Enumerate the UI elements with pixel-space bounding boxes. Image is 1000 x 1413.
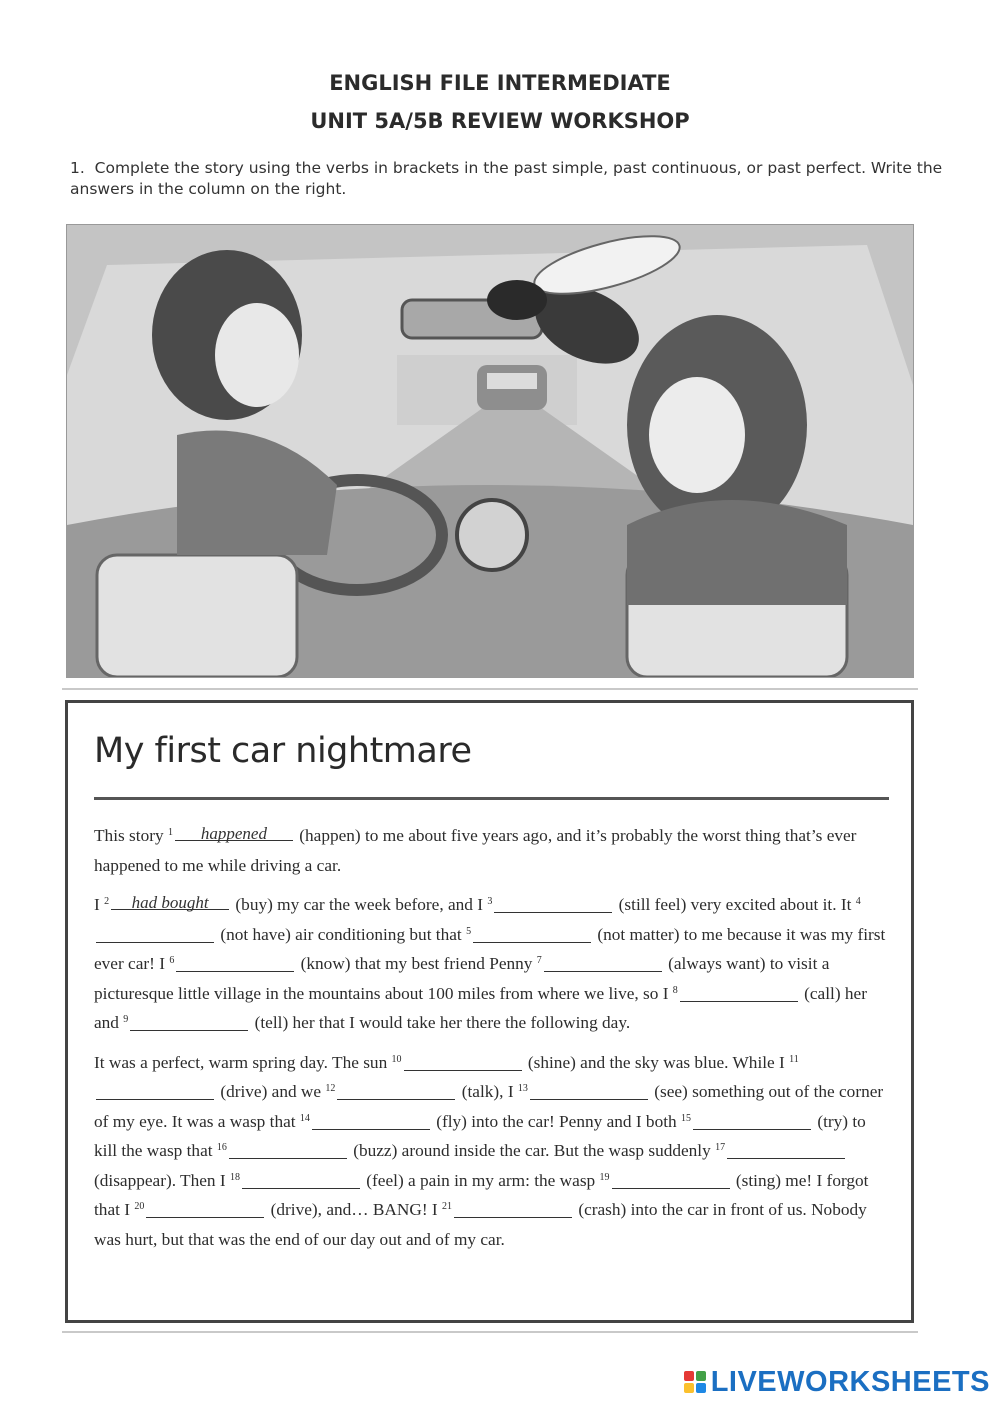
- story-text-segment: (drive), and… BANG! I: [270, 1200, 438, 1219]
- story-text-segment: I: [94, 895, 100, 914]
- gap-number: 14: [299, 1112, 310, 1124]
- illustration-svg: [67, 225, 913, 677]
- story-text-segment: (crash) into the car in front of us. Nobody was hurt, but that was the end of our day out and of my car.: [94, 1200, 867, 1249]
- story-text-segment: (always want) to visit a picturesque little village in the mountains about 100 miles from where we live, so I: [94, 954, 830, 1003]
- gap-number: 17: [715, 1142, 726, 1153]
- worksheet-header: [0, 64, 1000, 140]
- answer-gap-20[interactable]: [146, 1201, 264, 1218]
- story-paragraph-3: [94, 1048, 892, 1255]
- logo-squares-icon: [684, 1371, 706, 1393]
- answer-gap-8[interactable]: [680, 985, 798, 1002]
- exercise-number: 1.: [70, 159, 85, 177]
- gap-number: 12: [325, 1083, 336, 1094]
- gap-number: 10: [391, 1053, 402, 1065]
- gap-number: 7: [536, 955, 542, 966]
- answer-gap-10[interactable]: [404, 1054, 522, 1071]
- story-frame: [65, 700, 914, 1323]
- story-box: [62, 688, 918, 1333]
- story-text-segment: (not matter) to me because it was my first ever car! I: [94, 924, 886, 973]
- gap-number: 6: [169, 955, 175, 966]
- gap-number: 8: [672, 984, 678, 996]
- answer-gap-5[interactable]: [473, 926, 591, 943]
- story-paragraph-2: [94, 890, 892, 1038]
- story-text-segment: (know) that my best friend Penny: [300, 954, 533, 973]
- gap-number: 5: [466, 925, 472, 937]
- answer-gap-13[interactable]: [530, 1083, 648, 1100]
- answer-gap-11[interactable]: [96, 1083, 214, 1100]
- story-text-segment: (see) something out of the corner of my eye. It was a wasp that: [94, 1082, 884, 1131]
- story-text-segment: It was a perfect, warm spring day. The sun: [94, 1052, 388, 1072]
- answer-gap-1[interactable]: [175, 824, 293, 841]
- story-text-segment: This story: [94, 826, 164, 845]
- story-text-segment: (drive) and we: [220, 1082, 322, 1101]
- course-title: ENGLISH FILE INTERMEDIATE: [329, 71, 671, 95]
- gap-number: 2: [104, 896, 110, 907]
- instructions-text: Complete the story using the verbs in brackets in the past simple, past continuous, or past perfect. Write the answers in the column on the right.: [70, 159, 943, 198]
- answer-gap-19[interactable]: [612, 1172, 730, 1189]
- story-paragraph-1: [94, 821, 892, 880]
- story-text-segment: (disappear). Then I: [94, 1170, 226, 1190]
- answer-gap-16[interactable]: [229, 1142, 347, 1159]
- title-divider: [94, 797, 889, 800]
- answer-gap-17[interactable]: [727, 1142, 845, 1159]
- answer-gap-4[interactable]: [96, 926, 214, 943]
- story-text-segment: (still feel) very excited about it. It: [618, 895, 852, 914]
- story-text-segment: (buy) my car the week before, and I: [235, 895, 484, 914]
- story-title: My first car nightmare: [94, 731, 472, 771]
- exercise-instructions: [70, 158, 950, 200]
- story-text-segment: (try) to kill the wasp that: [94, 1111, 866, 1160]
- gap-number: 21: [442, 1201, 452, 1212]
- gap-number: 11: [789, 1053, 799, 1065]
- story-text-segment: (buzz) around inside the car. But the wasp suddenly: [353, 1141, 711, 1160]
- gap-number: 16: [216, 1142, 227, 1153]
- story-text-segment: (happen) to me about five years ago, and it’s probably the worst thing that’s ever happened to me while driving a car.: [94, 826, 857, 875]
- gap-number: 3: [487, 896, 493, 907]
- story-text-segment: (fly) into the car! Penny and I both: [436, 1111, 677, 1131]
- gap-number: 1: [167, 827, 173, 838]
- car-wasp-illustration: [66, 224, 914, 678]
- answer-2: had bought: [131, 893, 209, 912]
- gap-number: 15: [680, 1112, 691, 1124]
- gap-number: 13: [517, 1083, 528, 1094]
- unit-title: UNIT 5A/5B REVIEW WORKSHOP: [310, 109, 690, 133]
- answer-gap-18[interactable]: [242, 1172, 360, 1189]
- story-text-segment: (shine) and the sky was blue. While I: [527, 1052, 785, 1072]
- gap-number: 18: [229, 1171, 240, 1183]
- gap-number: 19: [599, 1171, 610, 1183]
- answer-gap-15[interactable]: [693, 1113, 811, 1130]
- answer-gap-14[interactable]: [312, 1113, 430, 1130]
- story-text-segment: (sting) me! I forgot that I: [94, 1170, 869, 1219]
- answer-gap-9[interactable]: [130, 1014, 248, 1031]
- answer-gap-7[interactable]: [544, 955, 662, 972]
- story-text: [94, 821, 892, 1264]
- answer-gap-21[interactable]: [454, 1201, 572, 1218]
- logo-text: LIVEWORKSHEETS: [710, 1365, 990, 1398]
- liveworksheets-logo[interactable]: [684, 1365, 990, 1399]
- answer-1: happened: [200, 824, 267, 843]
- answer-gap-2[interactable]: [111, 893, 229, 910]
- gap-number: 20: [134, 1201, 145, 1212]
- gap-number: 9: [123, 1014, 129, 1025]
- gap-number: 4: [855, 896, 861, 907]
- answer-gap-6[interactable]: [176, 955, 294, 972]
- story-text-segment: (not have) air conditioning but that: [220, 924, 462, 944]
- story-text-segment: (tell) her that I would take her there the following day.: [254, 1013, 631, 1032]
- answer-gap-12[interactable]: [337, 1083, 455, 1100]
- story-text-segment: (call) her and: [94, 983, 867, 1032]
- story-text-segment: (talk), I: [461, 1082, 514, 1101]
- answer-gap-3[interactable]: [494, 896, 612, 913]
- story-text-segment: (feel) a pain in my arm: the wasp: [366, 1170, 596, 1190]
